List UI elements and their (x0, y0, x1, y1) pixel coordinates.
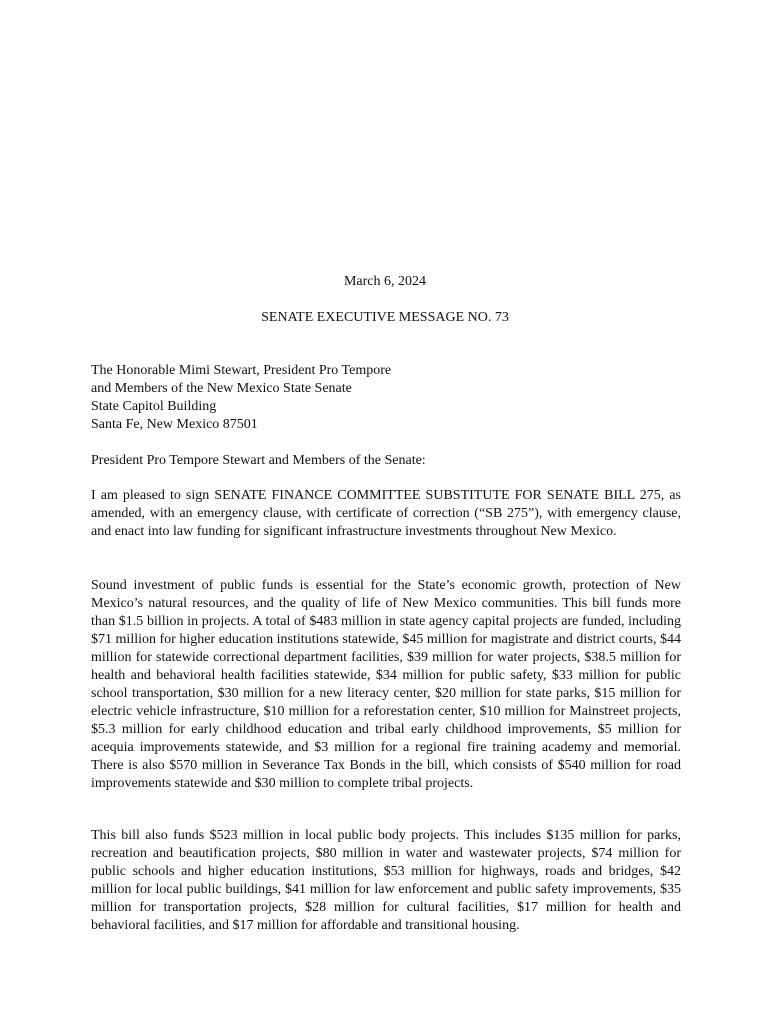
executive-message-number: SENATE EXECUTIVE MESSAGE NO. 73 (261, 310, 509, 325)
body-paragraph-local-projects: This bill also funds $523 million in local public body projects. This includes $135 million for parks, recreation and beautification projects, $80 million in water and wastewater projects, $74 million for public schools and higher education institutions, $53 million for highways, roads and bridges, $42 million for local public buildings, $41 million for law enforcement and public safety improvements, $35 million for transportation projects, $28 million for cultural facilities, $17 million for health and behavioral facilities, and $17 million for affordable and transitional housing. (91, 828, 681, 933)
recipient-address (91, 362, 681, 434)
salutation: President Pro Tempore Stewart and Members of the Senate: (91, 453, 426, 468)
address-line: The Honorable Mimi Stewart, President Pro Tempore (91, 363, 392, 378)
body-paragraph-signing: I am pleased to sign SENATE FINANCE COMMITTEE SUBSTITUTE FOR SENATE BILL 275, as amended, with an emergency clause, with certificate of correction (“SB 275”), with emergency clause, and enact into law funding for significant infrastructure investments throughout New Mexico. (91, 488, 681, 539)
address-line: State Capitol Building (91, 399, 217, 414)
address-line: Santa Fe, New Mexico 87501 (91, 417, 258, 432)
body-paragraph-state-projects: Sound investment of public funds is essential for the State’s economic growth, protection of New Mexico’s natural resources, and the quality of life of New Mexico communities. This bill funds more than $1.5 billion in projects. A total of $483 million in state agency capital projects are funded, including $71 million for higher education institutions statewide, $45 million for magistrate and district courts, $44 million for statewide correctional department facilities, $39 million for water projects, $38.5 million for health and behavioral health facilities statewide, $34 million for public safety, $33 million for public school transportation, $30 million for a new literacy center, $20 million for state parks, $15 million for electric vehicle infrastructure, $10 million for a reforestation center, $10 million for Mainstreet projects, $5.3 million for early childhood education and tribal early childhood improvements, $5 million for acequia improvements statewide, and $3 million for a regional fire training academy and memorial. There is also $570 million in Severance Tax Bonds in the bill, which consists of $540 million for road improvements statewide and $30 million to complete tribal projects. (91, 578, 681, 791)
letter-date: March 6, 2024 (343, 274, 427, 289)
address-line: and Members of the New Mexico State Senate (91, 381, 352, 396)
